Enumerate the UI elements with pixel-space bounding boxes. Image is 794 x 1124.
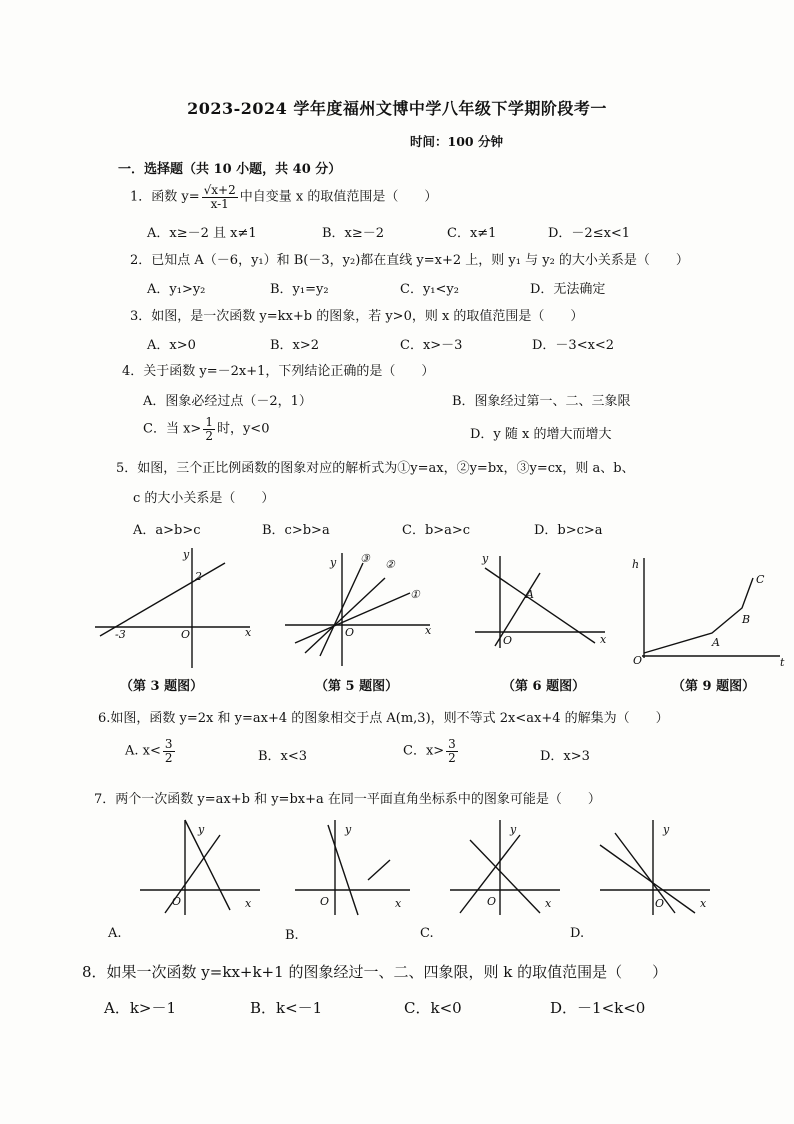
q7c-line-2	[470, 840, 540, 913]
question-7-graph-b	[290, 815, 420, 920]
question-6-option-c-den: 2	[448, 750, 456, 765]
fig6-origin: O	[503, 634, 513, 647]
question-6-stem: 6.如图，函数 y=2x 和 y=ax+4 的图象相交于点 A(m,3)，则不等式 2x<ax+4 的解集为（ ）	[98, 711, 669, 726]
question-1-stem	[130, 184, 437, 210]
question-4-option-c-fraction	[203, 416, 215, 442]
fig9-point-c: C	[756, 573, 765, 586]
question-3-stem: 3．如图，是一次函数 y=kx+b 的图象，若 y>0，则 x 的取值范围是（ ）	[130, 309, 584, 324]
fig5-x-label: x	[425, 624, 432, 637]
fig9-point-a: A	[712, 636, 720, 649]
question-8-stem: 8．如果一次函数 y=kx+k+1 的图象经过一、二、四象限，则 k 的取值范围是（ ）	[82, 963, 668, 981]
question-1-denominator: x-1	[210, 196, 229, 211]
q7d-line-2	[615, 833, 675, 913]
question-8-option-a[interactable]: A．k>－1	[104, 999, 177, 1017]
q7d-line-1	[600, 845, 695, 913]
question-2-option-c[interactable]: C．y₁<y₂	[400, 282, 459, 297]
figure-5-graph	[285, 548, 445, 668]
exam-title: 2023-2024 学年度福州文博中学八年级下学期阶段考一	[187, 99, 607, 118]
question-6-option-a-text: A. x<	[125, 743, 161, 759]
fig5-label-1: ①	[410, 588, 420, 601]
question-4-option-c-num: 1	[205, 415, 213, 429]
question-3-option-b[interactable]: B．x>2	[270, 338, 320, 353]
question-2-option-b[interactable]: B．y₁=y₂	[270, 282, 329, 297]
fig9-origin: O	[633, 654, 643, 667]
question-1-suffix: 中自变量 x 的取值范围是（ ）	[239, 189, 438, 205]
fig5-line-2	[305, 578, 385, 653]
fig9-h-label: h	[632, 558, 640, 571]
section-heading: 一．选择题（共 10 小题，共 40 分）	[118, 162, 342, 177]
question-6-option-c-fraction	[446, 738, 458, 764]
question-1-option-d[interactable]: D．－2≤x<1	[548, 226, 631, 241]
figure-6-graph	[470, 548, 620, 668]
question-2-stem: 2．已知点 A（－6，y₁）和 B(－3，y₂)都在直线 y=x+2 上，则 y₁ 与 y₂ 的大小关系是（ ）	[130, 253, 689, 268]
question-4-stem: 4．关于函数 y=－2x+1，下列结论正确的是（ ）	[122, 364, 435, 379]
question-4-option-c[interactable]	[143, 416, 269, 442]
question-5-option-c[interactable]: C．b>a>c	[402, 523, 471, 538]
question-1-fraction	[202, 184, 238, 210]
question-5-stem-line2: c 的大小关系是（ ）	[133, 491, 275, 506]
question-1-numerator: √x+2	[203, 183, 236, 197]
fig6-line-increasing	[495, 573, 540, 646]
question-6-option-d[interactable]: D．x>3	[540, 749, 590, 764]
q7b-y-label: y	[345, 823, 352, 836]
question-4-option-c-suffix: 时，y<0	[216, 421, 270, 437]
fig3-x-label: x	[245, 626, 252, 639]
question-7-graph-c	[445, 815, 575, 920]
caption-figure-5: （第 5 题图）	[315, 679, 399, 694]
question-4-option-d[interactable]: D．y 随 x 的增大而增大	[470, 427, 612, 442]
question-7-option-d[interactable]: D.	[570, 926, 585, 941]
question-7-option-a[interactable]: A.	[108, 926, 122, 941]
question-6-option-c-num: 3	[448, 737, 456, 751]
question-1-option-b[interactable]: B．x≥－2	[322, 226, 385, 241]
q7a-x-label: x	[245, 897, 252, 910]
question-5-option-d[interactable]: D．b>c>a	[534, 523, 603, 538]
question-7-graph-a	[135, 815, 265, 920]
question-2-option-a[interactable]: A．y₁>y₂	[147, 282, 206, 297]
question-6-option-c[interactable]	[403, 738, 460, 764]
q7d-x-label: x	[700, 897, 707, 910]
q7a-line-2	[185, 820, 230, 910]
question-2-option-d[interactable]: D．无法确定	[530, 282, 606, 297]
question-7-graph-d	[595, 815, 725, 920]
question-4-option-a[interactable]: A．图象必经过点（－2，1）	[143, 394, 312, 409]
question-7-stem: 7．两个一次函数 y=ax+b 和 y=bx+a 在同一平面直角坐标系中的图象可能是（ ）	[94, 792, 601, 807]
fig9-point-b: B	[742, 613, 751, 626]
question-1-option-c[interactable]: C．x≠1	[447, 226, 497, 241]
fig9-curve	[644, 578, 753, 653]
caption-figure-6: （第 6 题图）	[502, 679, 586, 694]
question-8-option-d[interactable]: D．－1<k<0	[550, 999, 646, 1017]
question-3-option-c[interactable]: C．x>－3	[400, 338, 463, 353]
fig3-line	[100, 563, 225, 636]
caption-figure-9: （第 9 题图）	[672, 679, 756, 694]
fig6-y-label: y	[482, 552, 489, 565]
fig3-two: 2	[195, 570, 202, 583]
q7b-line-1	[328, 825, 358, 915]
q7c-x-label: x	[545, 897, 552, 910]
fig9-t-label: t	[780, 656, 785, 669]
question-6-option-c-text: C．x>	[403, 743, 445, 759]
question-6-option-b[interactable]: B．x<3	[258, 749, 308, 764]
question-8-option-c[interactable]: C．k<0	[404, 999, 462, 1017]
question-4-option-b[interactable]: B．图象经过第一、二、三象限	[452, 394, 631, 409]
fig3-y-label: y	[183, 548, 190, 561]
exam-time: 时间：100 分钟	[410, 134, 503, 149]
question-6-option-a-fraction	[163, 738, 175, 764]
q7b-origin: O	[320, 895, 330, 908]
question-6-option-a[interactable]	[125, 738, 177, 764]
question-5-option-a[interactable]: A．a>b>c	[133, 523, 201, 538]
question-7-option-b[interactable]: B.	[285, 928, 299, 943]
q7a-origin: O	[172, 895, 182, 908]
caption-figure-3: （第 3 题图）	[120, 679, 204, 694]
q7c-y-label: y	[510, 823, 517, 836]
fig5-label-3: ③	[360, 552, 370, 565]
question-1-option-a[interactable]: A．x≥－2 且 x≠1	[147, 226, 257, 241]
figure-9-graph	[630, 548, 790, 668]
question-5-option-b[interactable]: B．c>b>a	[262, 523, 330, 538]
fig6-x-label: x	[600, 633, 607, 646]
q7b-x-label: x	[395, 897, 402, 910]
figure-3-graph	[95, 548, 255, 668]
question-5-stem-line1: 5．如图，三个正比例函数的图象对应的解析式为①y=ax，②y=bx，③y=cx，则 a、b、	[116, 461, 635, 476]
question-4-option-c-den: 2	[205, 428, 213, 443]
question-8-option-b[interactable]: B．k<－1	[250, 999, 323, 1017]
q7c-origin: O	[487, 895, 497, 908]
fig3-neg3: -3	[115, 628, 126, 641]
fig6-point-a: A	[526, 588, 534, 601]
fig5-origin: O	[345, 626, 355, 639]
q7b-line-2	[368, 860, 390, 880]
question-3-option-a[interactable]: A．x>0	[147, 338, 196, 353]
question-3-option-d[interactable]: D．－3<x<2	[532, 338, 615, 353]
question-1-prefix: 1．函数 y=	[130, 189, 200, 205]
q7a-y-label: y	[198, 823, 205, 836]
fig3-origin: O	[181, 628, 191, 641]
question-6-option-a-den: 2	[164, 750, 173, 765]
q7d-y-label: y	[663, 823, 670, 836]
fig5-y-label: y	[330, 556, 337, 569]
question-4-option-c-prefix: C．当 x>	[143, 421, 202, 437]
q7d-origin: O	[655, 897, 665, 910]
fig5-label-2: ②	[385, 558, 395, 571]
question-6-option-a-num: 3	[164, 737, 173, 751]
question-7-option-c[interactable]: C.	[420, 926, 434, 941]
